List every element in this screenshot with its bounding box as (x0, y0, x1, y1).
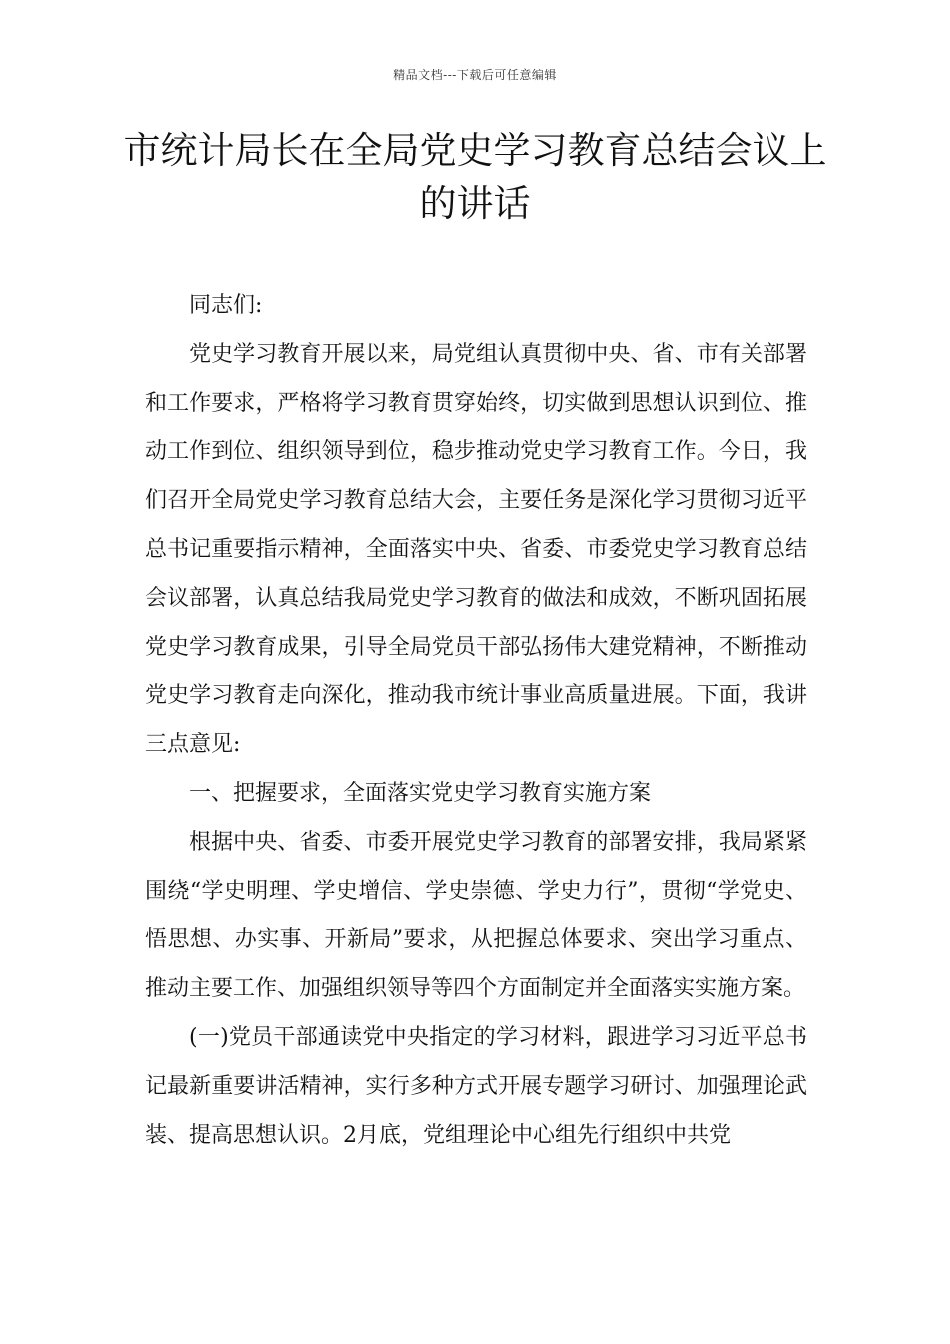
paragraph-section-1: 根据中央、省委、市委开展党史学习教育的部署安排，我局紧紧围绕“学史明理、学史增信、学史崇德、学史力行”，贯彻“学党史、悟思想、办实事、开新局”要求，从把握总体要求、突出学习重点、推动主要工作、加强组织领导等四个方面制定并全面落实实施方案。 (145, 829, 807, 1002)
document-body (145, 282, 807, 1160)
document-title: 市统计局长在全局党史学习教育总结会议上的讲话 (123, 129, 827, 225)
header-note: 精品文档---下载后可任意编辑 (393, 68, 557, 82)
paragraph-intro: 党史学习教育开展以来，局党组认真贯彻中央、省、市有关部署和工作要求，严格将学习教育贯穿始终，切实做到思想认识到位、推动工作到位、组织领导到位，稳步推动党史学习教育工作。今日，我们召开全局党史学习教育总结大会，主要任务是深化学习贯彻习近平总书记重要指示精神，全面落实中央、省委、市委党史学习教育总结会议部署，认真总结我局党史学习教育的做法和成效，不断巩固拓展党史学习教育成果，引导全局党员干部弘扬伟大建党精神，不断推动党史学习教育走向深化，推动我市统计事业高质量进展。下面，我讲三点意见: (145, 341, 807, 758)
paragraph-subsection-1: (一)党员干部通读党中央指定的学习材料，跟进学习习近平总书记最新重要讲活精神，实行多种方式开展专题学习研讨、加强理论武装、提高思想认识。2月底，党组理论中心组先行组织中共党 (145, 1024, 807, 1148)
salutation: 同志们: (189, 293, 263, 318)
section-heading-1: 一、把握要求，全面落实党史学习教育实施方案 (189, 780, 652, 806)
